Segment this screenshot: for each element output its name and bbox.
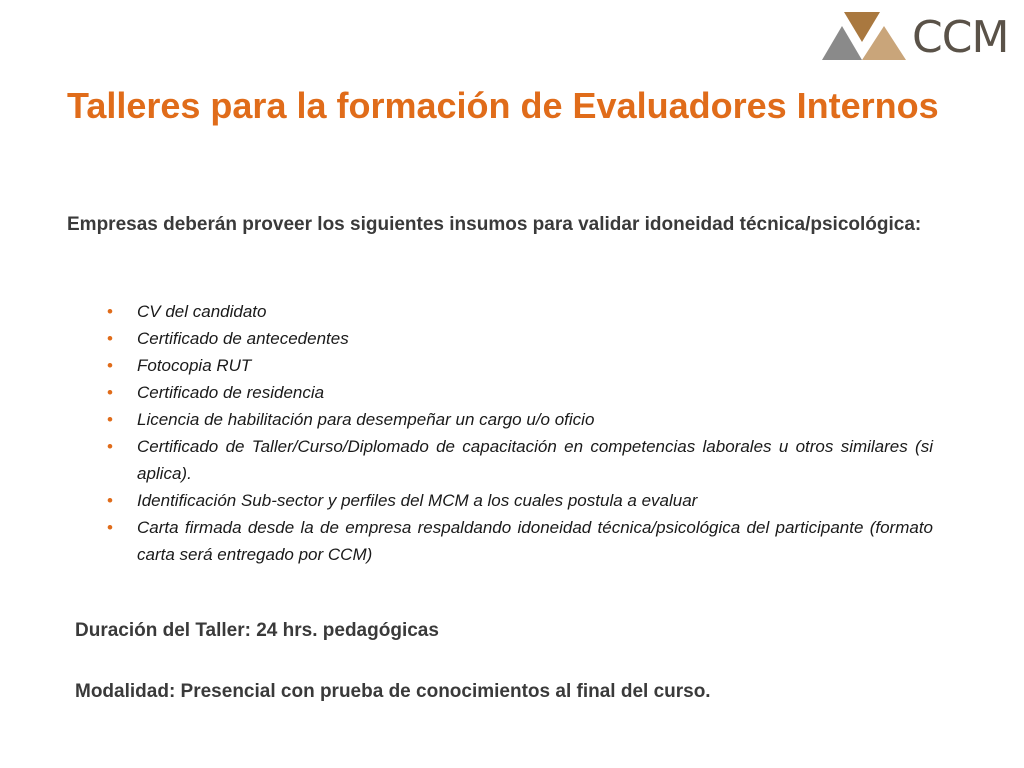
requirements-list bbox=[107, 298, 933, 568]
bullet-icon: • bbox=[107, 302, 113, 321]
bullet-icon: • bbox=[107, 518, 113, 537]
logo-tan-triangle bbox=[862, 26, 906, 60]
list-item-text: Certificado de Taller/Curso/Diplomado de capacitación en competencias laborales u otros similares (si aplica). bbox=[137, 437, 933, 483]
list-item bbox=[107, 352, 933, 379]
duration-text: Duración del Taller: 24 hrs. pedagógicas bbox=[75, 620, 439, 641]
list-item bbox=[107, 487, 933, 514]
list-item-text: Licencia de habilitación para desempeñar un cargo u/o oficio bbox=[137, 410, 595, 429]
list-item bbox=[107, 298, 933, 325]
page-title: Talleres para la formación de Evaluadores Internos bbox=[67, 85, 939, 126]
list-item-text: Fotocopia RUT bbox=[137, 356, 252, 375]
bullet-icon: • bbox=[107, 491, 113, 510]
list-item bbox=[107, 433, 933, 487]
bullet-icon: • bbox=[107, 437, 113, 456]
bullet-icon: • bbox=[107, 356, 113, 375]
list-item bbox=[107, 325, 933, 352]
bullet-icon: • bbox=[107, 329, 113, 348]
list-item-text: Certificado de residencia bbox=[137, 383, 325, 402]
list-item-text: Certificado de antecedentes bbox=[137, 329, 349, 348]
bullet-icon: • bbox=[107, 410, 113, 429]
list-item bbox=[107, 406, 933, 433]
ccm-logo bbox=[822, 12, 1012, 64]
list-item-text: Carta firmada desde la de empresa respaldando idoneidad técnica/psicológica del participante (formato carta será entregado por CCM) bbox=[137, 518, 933, 564]
list-item-text: CV del candidato bbox=[137, 302, 267, 321]
logo-triangles-icon bbox=[822, 12, 908, 62]
modality-text: Modalidad: Presencial con prueba de conocimientos al final del curso. bbox=[75, 681, 711, 702]
list-item-text: Identificación Sub-sector y perfiles del MCM a los cuales postula a evaluar bbox=[137, 491, 698, 510]
list-item bbox=[107, 514, 933, 568]
logo-brown-triangle bbox=[844, 12, 880, 42]
list-item bbox=[107, 379, 933, 406]
logo-text: CCM bbox=[912, 12, 1009, 63]
intro-text: Empresas deberán proveer los siguientes insumos para validar idoneidad técnica/psicológica: bbox=[67, 214, 922, 235]
bullet-icon: • bbox=[107, 383, 113, 402]
